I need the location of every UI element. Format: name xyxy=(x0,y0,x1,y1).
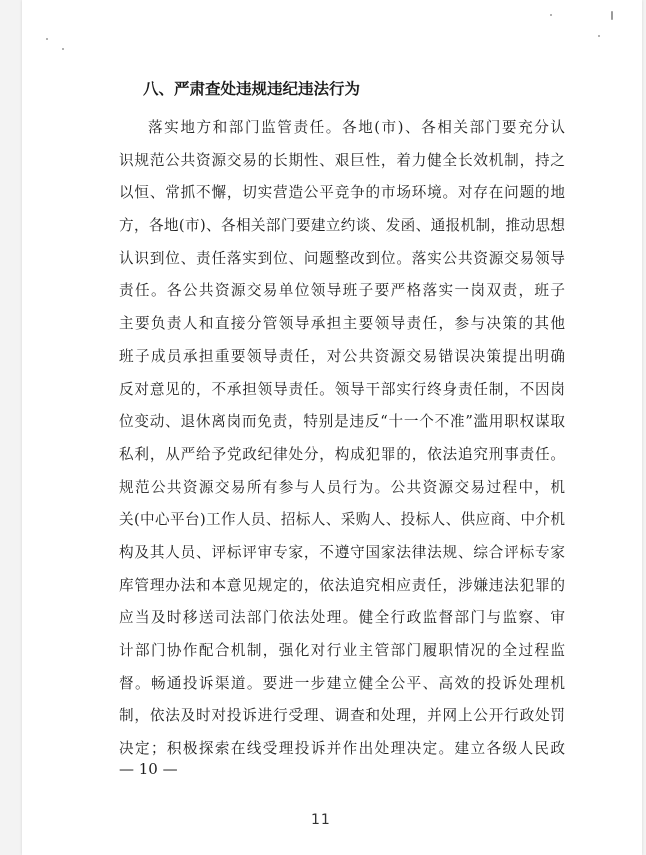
section-heading: 八、严肃查处违规违纪违法行为 xyxy=(143,80,361,98)
text-line: 督。畅通投诉渠道。要进一步建立健全公平、高效的投诉处理机 xyxy=(119,674,565,692)
text-line: 构及其人员、评标评审专家，不遵守国家法律法规、综合评标专家 xyxy=(119,543,565,561)
text-line: 落实地方和部门监管责任。各地(市)、各相关部门要充分认 xyxy=(148,119,565,136)
text-line: 决定；积极探索在线受理投诉并作出处理决定。建立各级人民政 xyxy=(119,740,565,758)
text-line: 计部门协作配合机制，强化对行业主管部门履职情况的全过程监 xyxy=(119,642,565,659)
text-line: 方，各地(市)、各相关部门要建立约谈、发函、通报机制，推动思想 xyxy=(119,217,565,235)
text-line: 制，依法及时对投诉进行受理、调查和处理，并网上公开行政处罚 xyxy=(119,707,565,725)
handwritten-page-mark: 11 xyxy=(311,812,331,828)
body-text xyxy=(119,112,565,766)
document-page xyxy=(22,0,642,855)
page-number: — 10 — xyxy=(119,760,178,778)
text-line: 认识到位、责任落实到位、问题整改到位。落实公共资源交易领导 xyxy=(119,249,565,267)
text-line: 责任。各公共资源交易单位领导班子要严格落实一岗双责，班子 xyxy=(119,282,565,300)
scan-speck xyxy=(598,35,600,37)
text-line: 识规范公共资源交易的长期性、艰巨性，着力健全长效机制，持之 xyxy=(119,151,565,169)
scan-speck xyxy=(611,11,613,20)
text-line: 以恒、常抓不懈，切实营造公平竞争的市场环境。对存在问题的地 xyxy=(119,184,565,202)
scan-speck xyxy=(62,48,64,50)
text-line: 关(中心平台)工作人员、招标人、采购人、投标人、供应商、中介机 xyxy=(119,511,565,529)
text-line: 班子成员承担重要领导责任，对公共资源交易错误决策提出明确 xyxy=(119,347,565,365)
text-line: 应当及时移送司法部门依法处理。健全行政监督部门与监察、审 xyxy=(119,609,565,627)
scan-speck xyxy=(46,38,48,40)
text-line: 规范公共资源交易所有参与人员行为。公共资源交易过程中，机 xyxy=(119,478,565,496)
scan-speck xyxy=(550,14,552,16)
text-line: 位变动、退休离岗而免责，特别是违反“十一个不准”滥用职权谋取 xyxy=(119,413,565,431)
text-line: 主要负责人和直接分管领导承担主要领导责任，参与决策的其他 xyxy=(119,315,565,333)
text-line: 私利，从严给予党政纪律处分，构成犯罪的，依法追究刑事责任。 xyxy=(119,445,565,463)
text-line: 反对意见的，不承担领导责任。领导干部实行终身责任制，不因岗 xyxy=(119,380,565,398)
text-line: 库管理办法和本意见规定的，依法追究相应责任，涉嫌违法犯罪的 xyxy=(119,576,565,594)
